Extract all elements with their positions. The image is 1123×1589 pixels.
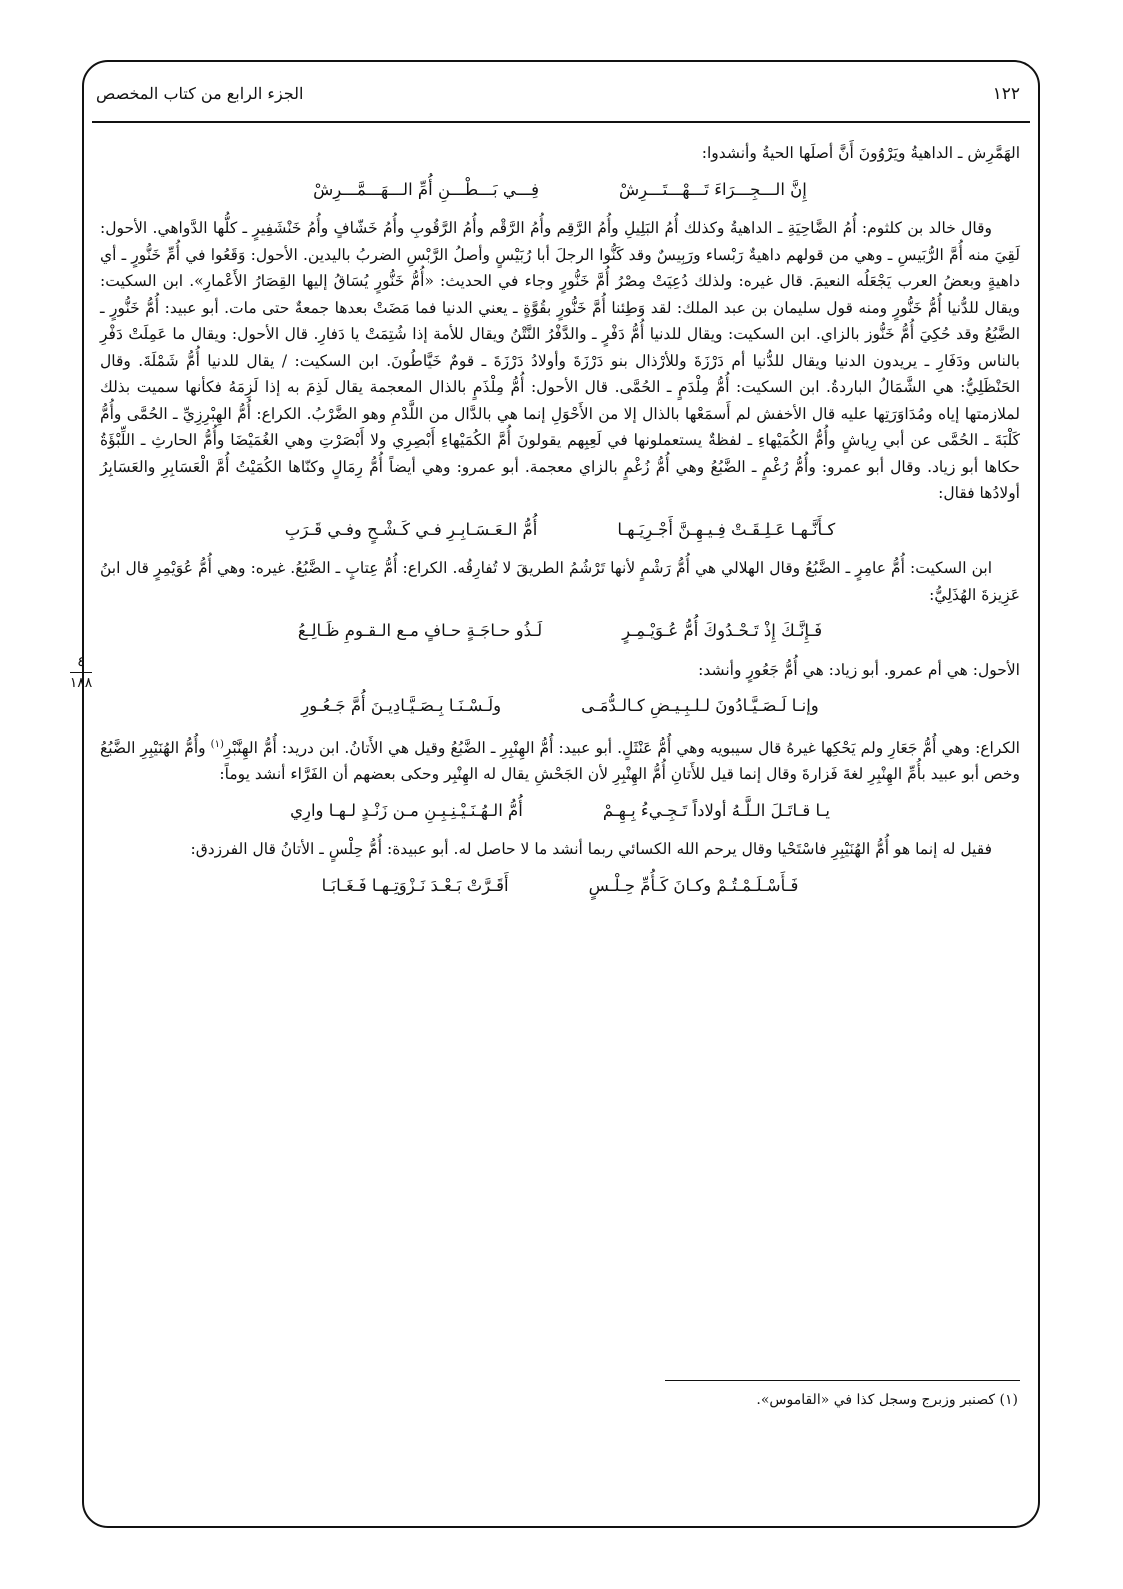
marginal-bottom: ١٨٨ [69, 675, 93, 691]
verse-second-hemistich: فِـــي بَـــطْـــنِ أُمِّ الـــهَـــمَّـــرِشْ [313, 179, 540, 199]
verse [100, 693, 1020, 720]
footnote-rule [665, 1380, 1020, 1381]
verse-second-hemistich: أُمُّ الـعَـسَـابِـرِ فـي كَـشْـحٍ وفـي قَـرَبِ [284, 519, 538, 539]
marginal-rule [70, 672, 92, 673]
paragraph-text: الكراع: وهي أُمُّ جَعَارِ ولم يَحْكِها غيرهُ قال سيبويه وهي أُمُّ عَنْثَلٍ. أبو عبيد: أُمُّ الهِنْبِرِ ـ الضَّبُعُ وقيل هي الأَتانُ. ابن دريد: أُمُّ الهِنَّبْرِ [223, 738, 1020, 757]
marginal-top: ٤ [77, 654, 85, 670]
paragraph: الهَمَّرِش ـ الداهيةُ ويَرْوُونَ أَنَّ أصلَها الحيةُ وأنشدوا: [701, 144, 1020, 162]
verse-first-hemistich: إِنَّ الـــجِـــرَاءَ تَـــهْـــتَـــرِشْ [619, 179, 807, 199]
verse [100, 873, 1020, 900]
verse-first-hemistich: وإنـا لَـصَـيَّـادُونَ لـلـبِـيـضِ كـالـدُّمَـى [581, 696, 819, 715]
footnote-marker: (١) [210, 738, 224, 750]
paragraph: ابن السكيت: أُمُّ عامِرٍ ـ الضَّبُعُ وقال الهلالي هي أُمُّ رَشْمٍ لأنها تَرْشُمُ الطريقَ لا تُفارِقُه. الكراع: أُمُّ عِتابٍ ـ الضَّبُعُ. غيره: وهي أُمُّ عُوَيْمِرٍ قال ابنُ عَزِيزةَ الهُذَلِيُّ: [100, 559, 1020, 604]
footnote: (١) كصنبر وزبرج وسجل كذا في «القاموس». [756, 1392, 1018, 1408]
verse-first-hemistich: فَـأَسْـلَـمْـتُـمْ وكـانَ كَـأُمِّ حِـلْـسٍ [588, 875, 799, 895]
verse-second-hemistich: ولَـسْـنَـا بِـصَـيَّـادِيـنَ أُمَّ جَـعُـورِ [301, 696, 502, 715]
paragraph: فقيل له إنما هو أُمُّ الهُنَيْبِرِ فاسْتَحْيا وقال يرحم الله الكسائي ربما أنشد ما لا حاصل له. أبو عبيدة: أُمُّ حِلْسٍ ـ الأتانُ قال الفرزدق: [190, 840, 992, 859]
verse-first-hemistich: يـا قـاتَـلَ الـلَّـهُ أولاداً تَـجِـيءُ بِـهِـمْ [602, 800, 830, 820]
verse-second-hemistich: أَقَـرَّتْ بَـعْـدَ نَـزْوَتِـهـا فَـغَـابَـا [321, 875, 509, 895]
verse [100, 517, 1020, 544]
marginal-reference [66, 653, 96, 692]
verse-first-hemistich: فَـإِنَّـكَ إِذْ تَـحْـدُوكَ أُمُّ عُـوَيْـمِـرٍ [622, 621, 823, 640]
verse-second-hemistich: لَـذُو حـاجَـةٍ حـافٍ مـع الـقـومِ ظَـالِـعُ [297, 621, 543, 640]
paragraph [100, 732, 1020, 788]
main-text [100, 140, 1020, 911]
header-rule [92, 121, 1030, 123]
page-number: ١٢٢ [992, 84, 1020, 104]
verse [100, 177, 1020, 204]
paragraph-text: وأُمُّ الهُنَيْبِرِ الضَّبُعُ وخص أبو عبيد بأُمِّ الهِنْبِرِ لغةَ فَزارةَ وقال إنما قيل للأَتانِ أُمُّ الهِنْبِرِ لأن الجَحْشِ يقال له الهِنْبِر وحكى بعضهم أن الفَرَّاء أنشد يوماً: [100, 738, 1020, 784]
verse-second-hemistich: أُمُّ الـهُـنَـيْـنِـبِـنِ مـن زَنْـدٍ لـهـا وارِي [290, 800, 523, 820]
running-title: الجزء الرابع من كتاب المخصص [96, 84, 304, 103]
paragraph: الأحول: هي أم عمرو. أبو زياد: هي أُمُّ جَعُورٍ وأنشد: [698, 660, 1020, 679]
paragraph: وقال خالد بن كلثوم: أُمُ الضَّاحِيَةِ ـ الداهيةُ وكذلك أُمُ البَلِيلِ وأُمُ الرَّقِم وأُمُ الرَّقْم وأُمُ الرَّقُوبِ وأُمُ خَشّافٍ وأُمُ خَنْشَفِيرٍ ـ كلُّها الدَّواهي. الأحول: لَقِيَ منه أُمَّ الرُّبَيسِ ـ وهي من قولهم داهيةٌ رَبْساء ورَبِيسٌ وقد كَنُّوا الرجلَ أبا رُبَيْسٍ وأصلُ الرَّبْسِ الضربُ باليدين. الأحول: وَقَعُوا في أُمِّ خَنُّورٍ ـ أي داهيةٍ وبعضُ العرب يَجْعَلُه النعيمَ. قال غيره: ولذلك دُعِيَتْ مِصْرُ أُمَّ خَنُّورٍ وجاء في الحديث: «أُمُّ خَنُّورٍ يُسَاقُ إليها القِصَارُ الأَعْمارِ». ابن السكيت: ويقال للدُّنيا أُمُّ خَنُّورٍ ومنه قول سليمان بن عبد الملك: لقد وَطِئنا أُمَّ خَنُّورٍ بقُوَّةٍ ـ يعني الدنيا فما مَضَتْ بعدها جمعةٌ حتى مات. أبو عبيد: أُمُّ خَنُّورٍ ـ الضَّبُعُ وقد حُكِيَ أُمُّ خَنُّوز بالزاي. ابن السكيت: ويقال للدنيا أُمُّ دَفْرٍ ـ والدَّفْرُ النَّتْنُ ويقال للأمة إذا شُتِمَتْ يا دَفارِ. قال الأحول: ويقال ما عَمِلَتْ دَفْرِ بالناس ودَفَارِ ـ يريدون الدنيا ويقال للدُّنيا أم دَرْزَةَ وللأرْذال بنو دَرْزَةَ وأولادُ دَرْزَةَ ـ قومٌ خَيَّاطُونَ. ابن السكيت: / يقال للدنيا أُمُّ شَمْلَةَ. وقال الحَنْظَلِيُّ: هي الشَّمَالُ الباردةُ. ابن السكيت: أُمُّ مِلْدَمٍ ـ الحُمَّى. قال الأحول: أُمُّ مِلْذَمٍ بالذال المعجمة يقال لَذِمَ به إذا لَزِمَهُ فكأنها سميت بذلك لملازمتها إياه ومُدَاوَرَتِها عليه قال الأخفش لم أَسمَعْها بالذال إلا من الأَحْوَلِ إنما هي بالدَّال من اللَّدْمِ وهو الضَّرْبُ. الكراع: أُمُّ الهِبْرِزِيِّ ـ الحُمَّى وأُمُّ كَلْبَةَ ـ الحُمَّى عن أبي رِياشٍ وأُمُّ الكُمَيْهاءِ ـ لفظةٌ يستعملونها في لَعِبِهم يقولونَ أُمَّ الكُمَيْهاءِ أَبْصِرِي ولا أَبْصَرْتِ وهي الغُمَيْضَا وأُمُّ الحارثِ ـ اللِّبْؤَةُ حكاها أبو زياد. وقال أبو عمرو: وأُمُّ رُغْمٍ ـ الضَّبُعُ وهي أُمُّ زُغْمٍ بالزاي معجمة. أبو عمرو: وهي أيضاً أُمُّ رِمَالٍ وكنّاها الكُمَيْتُ أُمَّ الْعَسَابِرِ والعَسَابِرُ أولادُها فقال: [100, 219, 1020, 502]
verse [100, 798, 1020, 825]
page-header [92, 80, 1030, 110]
verse [100, 618, 1020, 645]
verse-first-hemistich: كـأَنَّـهـا عَـلِـقَـتْ فِـيـهِـنَّ أَجْـرِيَـهـا [617, 519, 836, 539]
